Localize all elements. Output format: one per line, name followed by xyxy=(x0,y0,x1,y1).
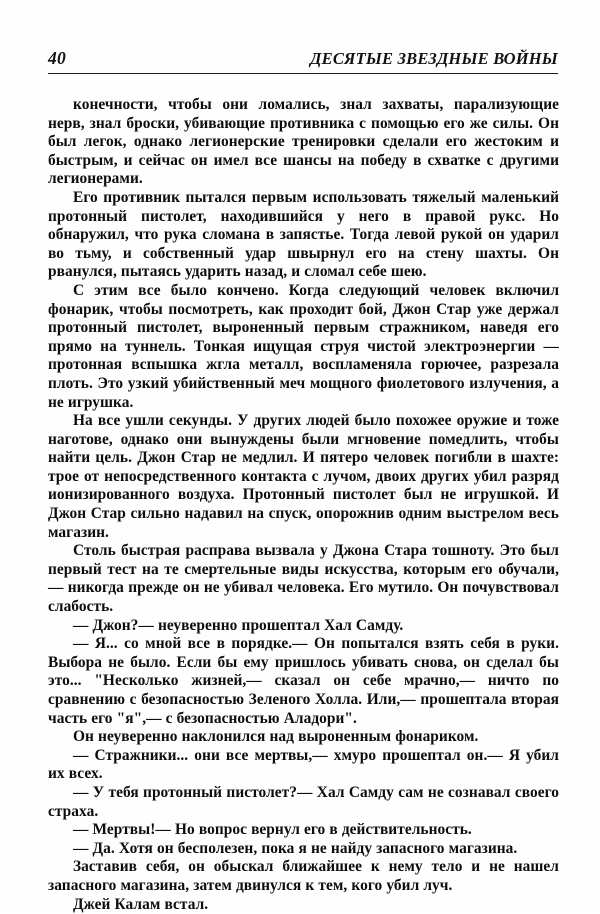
body-paragraph: Он неуверенно наклонился над выроненным фонариком. xyxy=(73,728,479,746)
body-paragraph: — Джон?— неуверенно прошептал Хал Самду. xyxy=(73,616,404,634)
body-paragraph: На все ушли секунды. У других людей было похожее оружие и тоже наготове, однако они вынуждены были мгновение помедлить, чтобы найти цель. Джон Стар не медлил. И пятеро человек погибли в шахте: трое от непосредственного контакта с лучом, двоих других убил разряд ионизированного воздуха. Протонный пистолет был не игрушкой. И Джон Стар сильно надавил на спуск, опорожнив одним выстрелом весь магазин. xyxy=(48,412,559,541)
body-paragraph: Джей Калам встал. xyxy=(73,895,209,913)
body-paragraph: Заставив себя, он обыскал ближайшее к нему тело и не нашел запасного магазина, затем двинулся к тем, кого убил луч. xyxy=(48,858,559,894)
body-text-block xyxy=(48,96,559,914)
body-paragraph: — Да. Хотя он бесполезен, пока я не найду запасного магазина. xyxy=(73,839,518,857)
body-paragraph: Его противник пытался первым использовать тяжелый маленький протонный пистолет, находившийся у него в правой рукc. Но обнаружил, что рука сломана в запястье. Тогда левой рукой он ударил во тьму, и собственный удар швырнул его на стену шахты. Он рванулся, пытаясь ударить назад, и сломал себе шею. xyxy=(48,188,559,281)
body-paragraph: Столь быстрая расправа вызвала у Джона Стара тошноту. Это был первый тест на те смертельные виды искусства, которым его обучали,— никогда прежде он не убивал человека. Его мутило. Он почувствовал слабость. xyxy=(48,542,559,616)
body-paragraph: — Я... со мной все в порядке.— Он попытался взять себя в руки. Выбора не было. Если бы ему пришлось убивать снова, он сделал бы это... "Несколько жизней,— сказал он себе мрачно,— ничто по сравнению с безопасностью Зеленого Холла. Или,— прошептала вторая часть его "я",— с безопасностью Аладори". xyxy=(48,635,559,727)
running-title: ДЕСЯТЫЕ ЗВЕЗДНЫЕ ВОЙНЫ xyxy=(310,49,558,68)
header-rule xyxy=(48,73,558,74)
body-paragraph: С этим все было кончено. Когда следующий человек включил фонарик, чтобы посмотреть, как проходит бой, Джон Стар уже держал протонный пистолет, выроненный первым стражником, наведя его прямо на туннель. Тонкая ищущая струя чистой электроэнергии — протонная вспышка жгла металл, воспламеняла горючее, разрезала плоть. Это узкий убийственный меч мощного фиолетового излучения, а не игрушка. xyxy=(48,281,559,411)
body-paragraph: — Мертвы!— Но вопрос вернул его в действительность. xyxy=(73,821,472,839)
running-head-row xyxy=(48,48,558,72)
page-number: 40 xyxy=(48,48,67,68)
body-paragraph: конечности, чтобы они ломались, знал захваты, парализующие нерв, знал броски, убивающие противника с помощью его же силы. Он был легок, однако легионерские тренировки сделали его жестоким и быстрым, и сейчас он имел все шансы на победу в схватке с другими легионерами. xyxy=(48,96,559,188)
body-paragraph: — У тебя протонный пистолет?— Хал Самду сам не сознавал своего страха. xyxy=(48,783,559,820)
body-paragraph: — Стражники... они все мертвы,— хмуро прошептал он.— Я убил их всех. xyxy=(48,746,559,783)
running-head xyxy=(48,48,558,78)
